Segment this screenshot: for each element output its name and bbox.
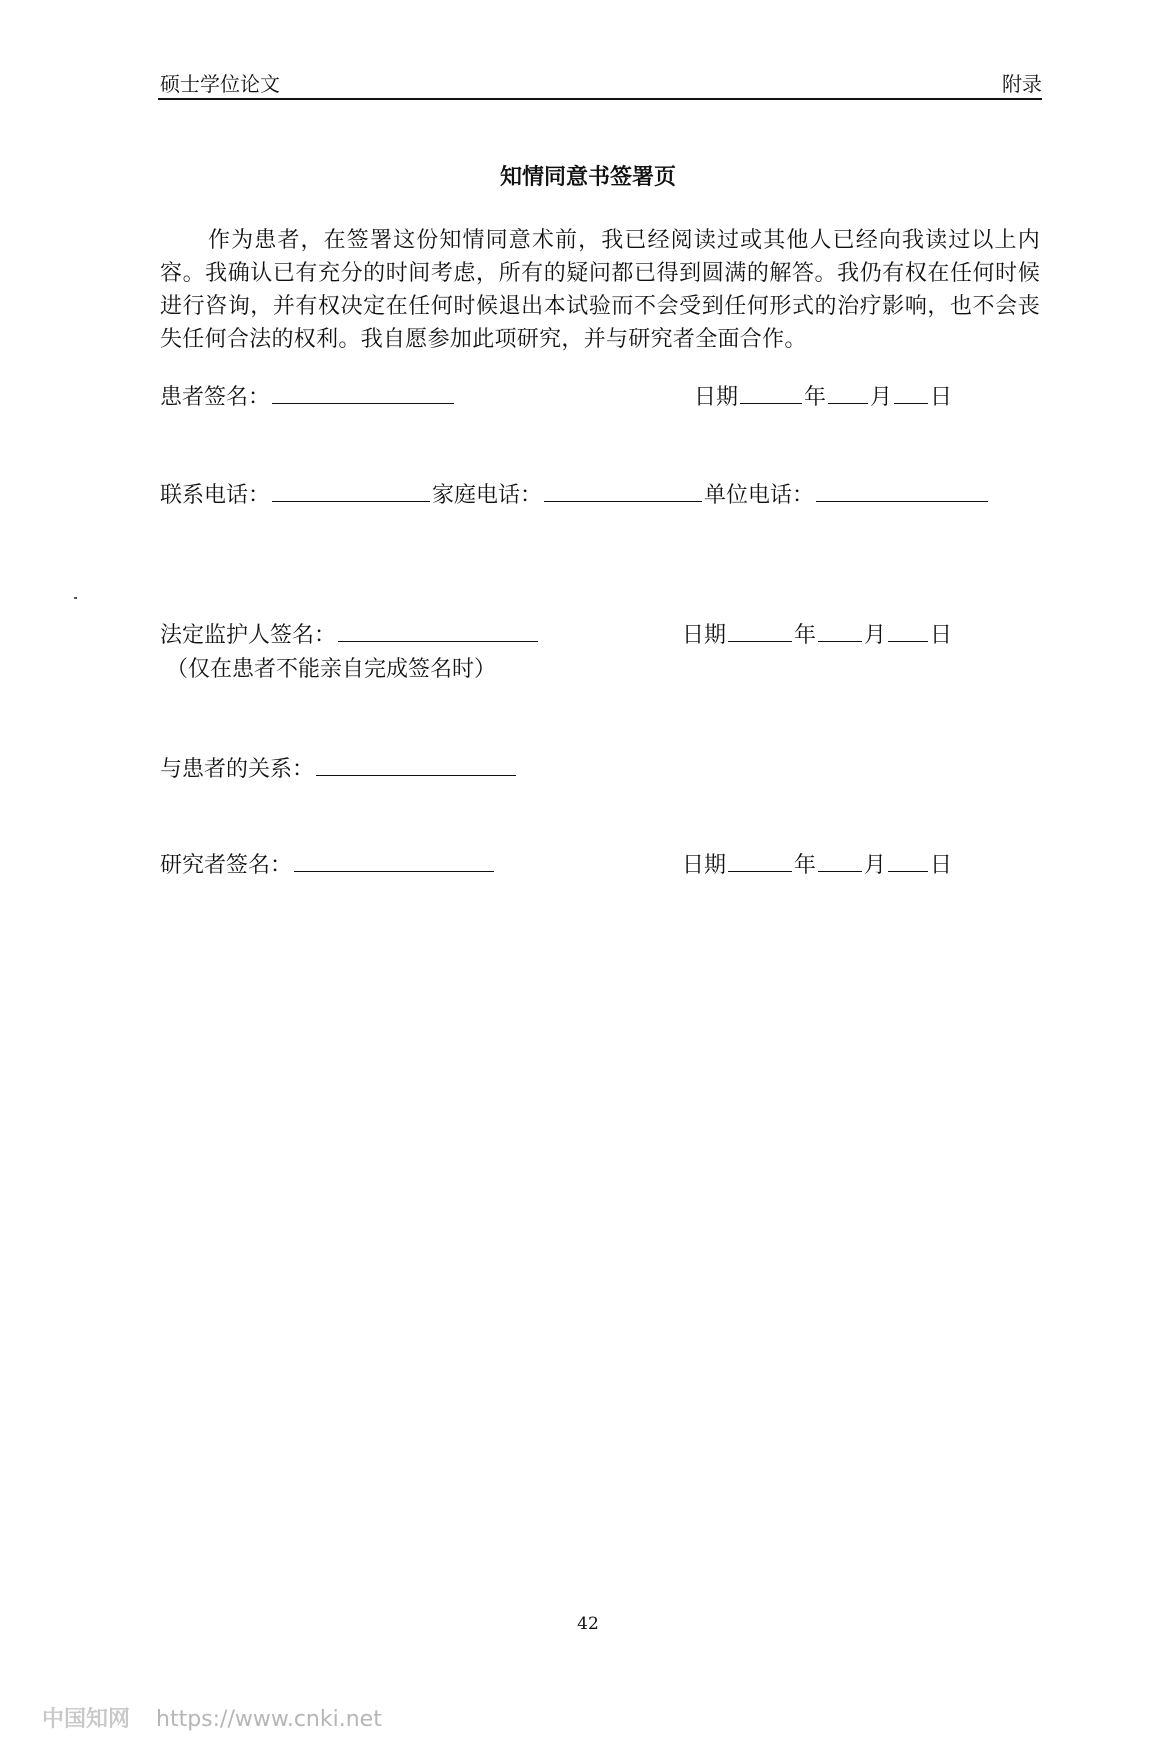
guardian-sign-line[interactable] bbox=[338, 621, 538, 642]
relation-row bbox=[160, 752, 518, 783]
work-phone-line[interactable] bbox=[816, 481, 988, 502]
cnki-watermark bbox=[42, 1702, 382, 1733]
cnki-logo: 中国知网 bbox=[42, 1707, 131, 1732]
month-label: 月 bbox=[864, 623, 887, 648]
year-label: 年 bbox=[804, 385, 827, 410]
researcher-sign-line[interactable] bbox=[294, 851, 494, 872]
year-blank[interactable] bbox=[728, 621, 792, 642]
page-title: 知情同意书签署页 bbox=[499, 164, 676, 190]
date-label: 日期 bbox=[694, 385, 739, 410]
year-blank[interactable] bbox=[740, 383, 802, 404]
patient-sign-line[interactable] bbox=[272, 383, 454, 404]
day-blank[interactable] bbox=[888, 621, 928, 642]
home-phone-label: 家庭电话： bbox=[432, 483, 543, 508]
year-blank[interactable] bbox=[728, 851, 792, 872]
patient-date bbox=[694, 380, 952, 411]
header-section-label: 附录 bbox=[1002, 72, 1042, 96]
patient-sign-row bbox=[160, 380, 456, 411]
header-thesis-label: 硕士学位论文 bbox=[160, 72, 280, 96]
guardian-date bbox=[682, 618, 952, 649]
guardian-note: （仅在患者不能亲自完成签名时） bbox=[166, 657, 497, 682]
page-number: 42 bbox=[577, 1614, 599, 1634]
day-label: 日 bbox=[930, 623, 953, 648]
relation-label: 与患者的关系： bbox=[160, 757, 315, 782]
phone-line[interactable] bbox=[272, 481, 430, 502]
page-header bbox=[158, 62, 1042, 100]
month-label: 月 bbox=[870, 385, 893, 410]
work-phone-label: 单位电话： bbox=[704, 483, 815, 508]
guardian-sign-row bbox=[160, 618, 540, 649]
date-label: 日期 bbox=[682, 853, 727, 878]
relation-line[interactable] bbox=[316, 755, 516, 776]
day-label: 日 bbox=[930, 853, 953, 878]
date-label: 日期 bbox=[682, 623, 727, 648]
consent-paragraph: 作为患者，在签署这份知情同意术前，我已经阅读过或其他人已经向我读过以上内容。我确认已有充分的时间考虑，所有的疑问都已得到圆满的解答。我仍有权在任何时候进行咨询，并有权决定在任何时候退出本试验而不会受到任何形式的治疗影响，也不会丧失任何合法的权利。我自愿参加此项研究，并与研究者全面合作。 bbox=[160, 228, 1040, 352]
researcher-sign-label: 研究者签名： bbox=[160, 853, 293, 878]
month-blank[interactable] bbox=[818, 851, 862, 872]
phone-label: 联系电话： bbox=[160, 483, 271, 508]
year-label: 年 bbox=[794, 853, 817, 878]
day-blank[interactable] bbox=[894, 383, 928, 404]
home-phone-line[interactable] bbox=[544, 481, 702, 502]
researcher-date bbox=[682, 848, 952, 879]
guardian-sign-label: 法定监护人签名： bbox=[160, 623, 337, 648]
cnki-url: https://www.cnki.net bbox=[156, 1707, 382, 1732]
phone-row bbox=[160, 478, 990, 509]
researcher-sign-row bbox=[160, 848, 496, 879]
day-blank[interactable] bbox=[888, 851, 928, 872]
month-label: 月 bbox=[864, 853, 887, 878]
year-label: 年 bbox=[794, 623, 817, 648]
month-blank[interactable] bbox=[828, 383, 868, 404]
patient-sign-label: 患者签名： bbox=[160, 385, 271, 410]
month-blank[interactable] bbox=[818, 621, 862, 642]
scan-speck bbox=[74, 597, 77, 599]
day-label: 日 bbox=[930, 385, 953, 410]
